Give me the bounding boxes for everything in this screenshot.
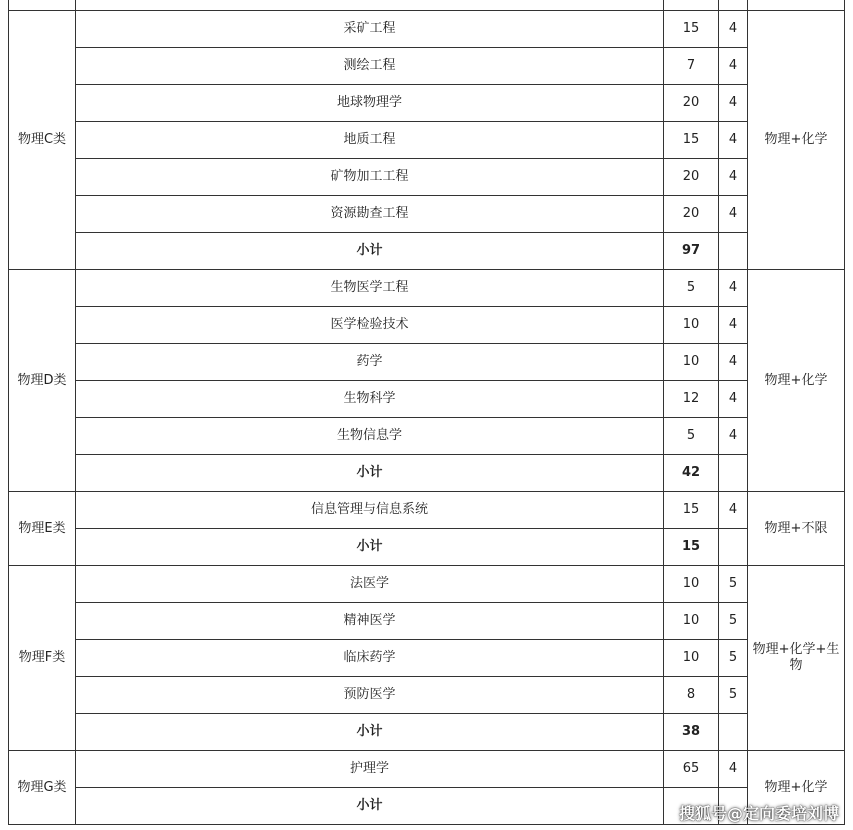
major-name-cell: 医学检验技术 [76,307,664,344]
table-row [9,566,845,603]
table-cell [664,0,719,11]
table-row [9,122,845,159]
subtotal-value-cell: 42 [664,455,719,492]
table-cell [76,0,664,11]
table-row [9,603,845,640]
study-years-cell: 4 [719,122,748,159]
major-name-cell: 护理学 [76,751,664,788]
group-name-cell: 物理D类 [9,270,76,492]
quota-count-cell: 12 [664,381,719,418]
major-quota-table [8,0,845,825]
study-years-cell: 4 [719,344,748,381]
quota-count-cell: 8 [664,677,719,714]
major-name-cell: 临床药学 [76,640,664,677]
table-container [8,0,845,825]
subtotal-label-cell: 小计 [76,233,664,270]
table-row [9,85,845,122]
table-body [9,0,845,825]
subtotal-label-cell: 小计 [76,529,664,566]
quota-count-cell: 15 [664,122,719,159]
table-row [9,751,845,788]
table-row [9,196,845,233]
empty-cell [719,233,748,270]
subtotal-value-cell: 15 [664,529,719,566]
subtotal-row [9,455,845,492]
table-cell [719,0,748,11]
subtotal-value-cell: 97 [664,233,719,270]
study-years-cell: 4 [719,196,748,233]
table-row [9,640,845,677]
table-cell [9,0,76,11]
major-name-cell: 矿物加工工程 [76,159,664,196]
subtotal-label-cell: 小计 [76,714,664,751]
watermark-text: 搜狐号@定向委培刘博 [678,804,839,823]
subject-requirement-cell: 物理+不限 [748,492,845,566]
major-name-cell: 精神医学 [76,603,664,640]
quota-count-cell: 10 [664,640,719,677]
major-name-cell: 资源勘查工程 [76,196,664,233]
quota-count-cell: 20 [664,85,719,122]
major-name-cell: 采矿工程 [76,11,664,48]
quota-count-cell: 15 [664,11,719,48]
quota-count-cell: 65 [664,751,719,788]
quota-count-cell: 7 [664,48,719,85]
major-name-cell: 生物科学 [76,381,664,418]
table-row [9,418,845,455]
quota-count-cell: 20 [664,159,719,196]
table-row [9,677,845,714]
table-row [9,344,845,381]
subtotal-label-cell: 小计 [76,788,664,825]
major-name-cell: 地质工程 [76,122,664,159]
quota-count-cell: 10 [664,566,719,603]
study-years-cell: 5 [719,640,748,677]
table-row [9,48,845,85]
subtotal-value-cell: 38 [664,714,719,751]
quota-count-cell: 20 [664,196,719,233]
table-row [9,492,845,529]
study-years-cell: 4 [719,270,748,307]
study-years-cell: 4 [719,418,748,455]
major-name-cell: 测绘工程 [76,48,664,85]
table-row [9,11,845,48]
quota-count-cell: 5 [664,270,719,307]
study-years-cell: 4 [719,11,748,48]
table-row-partial-top [9,0,845,11]
subtotal-row [9,233,845,270]
subtotal-label-cell: 小计 [76,455,664,492]
empty-cell [719,529,748,566]
study-years-cell: 5 [719,677,748,714]
table-cell [748,0,845,11]
quota-count-cell: 10 [664,603,719,640]
study-years-cell: 4 [719,381,748,418]
subtotal-row [9,714,845,751]
study-years-cell: 4 [719,159,748,196]
study-years-cell: 4 [719,751,748,788]
group-name-cell: 物理F类 [9,566,76,751]
study-years-cell: 4 [719,85,748,122]
empty-cell [719,714,748,751]
table-row [9,307,845,344]
subject-requirement-cell: 物理+化学 [748,11,845,270]
major-name-cell: 地球物理学 [76,85,664,122]
empty-cell [719,455,748,492]
group-name-cell: 物理C类 [9,11,76,270]
group-name-cell: 物理E类 [9,492,76,566]
quota-count-cell: 10 [664,344,719,381]
quota-count-cell: 15 [664,492,719,529]
study-years-cell: 4 [719,307,748,344]
major-name-cell: 预防医学 [76,677,664,714]
table-row [9,159,845,196]
quota-count-cell: 10 [664,307,719,344]
quota-count-cell: 5 [664,418,719,455]
study-years-cell: 4 [719,492,748,529]
major-name-cell: 信息管理与信息系统 [76,492,664,529]
group-name-cell: 物理G类 [9,751,76,825]
subject-requirement-cell: 物理+化学+生物 [748,566,845,751]
major-name-cell: 生物信息学 [76,418,664,455]
subject-requirement-cell: 物理+化学 [748,751,845,825]
study-years-cell: 5 [719,566,748,603]
study-years-cell: 5 [719,603,748,640]
subject-requirement-cell: 物理+化学 [748,270,845,492]
study-years-cell: 4 [719,48,748,85]
table-row [9,381,845,418]
major-name-cell: 生物医学工程 [76,270,664,307]
major-name-cell: 法医学 [76,566,664,603]
table-row [9,270,845,307]
major-name-cell: 药学 [76,344,664,381]
subtotal-row [9,529,845,566]
